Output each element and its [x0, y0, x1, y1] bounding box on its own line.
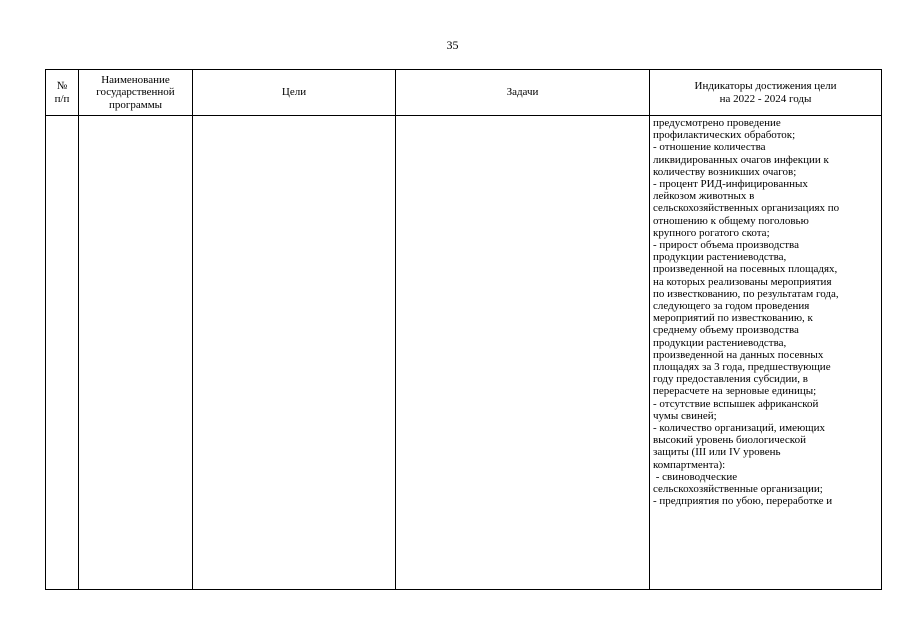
indicator-line: мероприятий по известкованию, к [653, 312, 813, 325]
header-num-line: № [56, 80, 68, 93]
header-indicators [650, 70, 882, 116]
indicator-line: среднему объему производства [653, 324, 799, 337]
header-program [79, 70, 193, 116]
indicator-line: лейкозом животных в [653, 190, 755, 203]
indicator-line: сельскохозяйственных организациях по [653, 202, 840, 215]
indicator-line: чумы свиней; [653, 409, 717, 422]
indicator-line: защиты (III или IV уровень [653, 446, 781, 459]
header-num-line: п/п [54, 92, 70, 105]
indicator-line: - отношение количества [653, 141, 766, 154]
header-program-line: государственной [96, 86, 175, 99]
cell-program [79, 116, 193, 590]
table-header-row [46, 70, 882, 116]
indicator-line: следующего за годом проведения [653, 300, 810, 313]
header-tasks: Задачи [396, 70, 650, 116]
indicator-line: предусмотрено проведение [653, 117, 781, 129]
page-number: 35 [446, 38, 459, 52]
header-program-line: Наименование [101, 74, 170, 87]
cell-goals [193, 116, 396, 590]
indicator-line: произведенной на данных посевных [653, 348, 824, 361]
header-goals: Цели [193, 70, 396, 116]
indicator-line: высокий уровень биологической [653, 434, 806, 447]
indicator-line: профилактических обработок; [653, 129, 796, 142]
indicator-line: продукции растениеводства, [653, 336, 787, 349]
indicator-line: по известкованию, по результатам года, [653, 287, 839, 300]
indicator-line: - прирост объема производства [653, 239, 799, 252]
header-program-line: программы [108, 98, 163, 111]
indicator-line: сельскохозяйственные организации; [653, 483, 823, 496]
indicator-line: - отсутствие вспышек африканской [653, 397, 819, 410]
header-num [46, 70, 79, 116]
header-indicators-line: на 2022 - 2024 годы [719, 92, 812, 105]
indicator-line: площадях за 3 года, предшествующие [653, 361, 831, 374]
indicator-line: - количество организаций, имеющих [653, 422, 826, 435]
indicator-line: - процент РИД-инфицированных [653, 178, 808, 191]
indicators-table [45, 69, 882, 590]
indicator-line: ликвидированных очагов инфекции к [653, 153, 829, 166]
indicator-line: году предоставления субсидии, в [653, 373, 808, 386]
indicator-line: произведенной на посевных площадях, [653, 263, 838, 276]
indicator-line: продукции растениеводства, [653, 251, 787, 264]
table-row [46, 116, 882, 590]
indicator-line: крупного рогатого скота; [653, 226, 770, 239]
indicator-line: количеству возникших очагов; [653, 165, 797, 178]
header-indicators-line: Индикаторы достижения цели [694, 80, 837, 93]
cell-num [46, 116, 79, 590]
indicator-line: компартмента): [653, 458, 726, 471]
indicator-line: отношению к общему поголовью [653, 214, 809, 227]
indicator-line: перерасчете на зерновые единицы; [653, 385, 817, 398]
cell-tasks [396, 116, 650, 590]
indicator-line: на которых реализованы мероприятия [653, 275, 832, 288]
indicator-line: - свиноводческие [653, 470, 738, 483]
cell-indicators [650, 116, 882, 590]
indicator-line: - предприятия по убою, переработке и [653, 495, 833, 508]
